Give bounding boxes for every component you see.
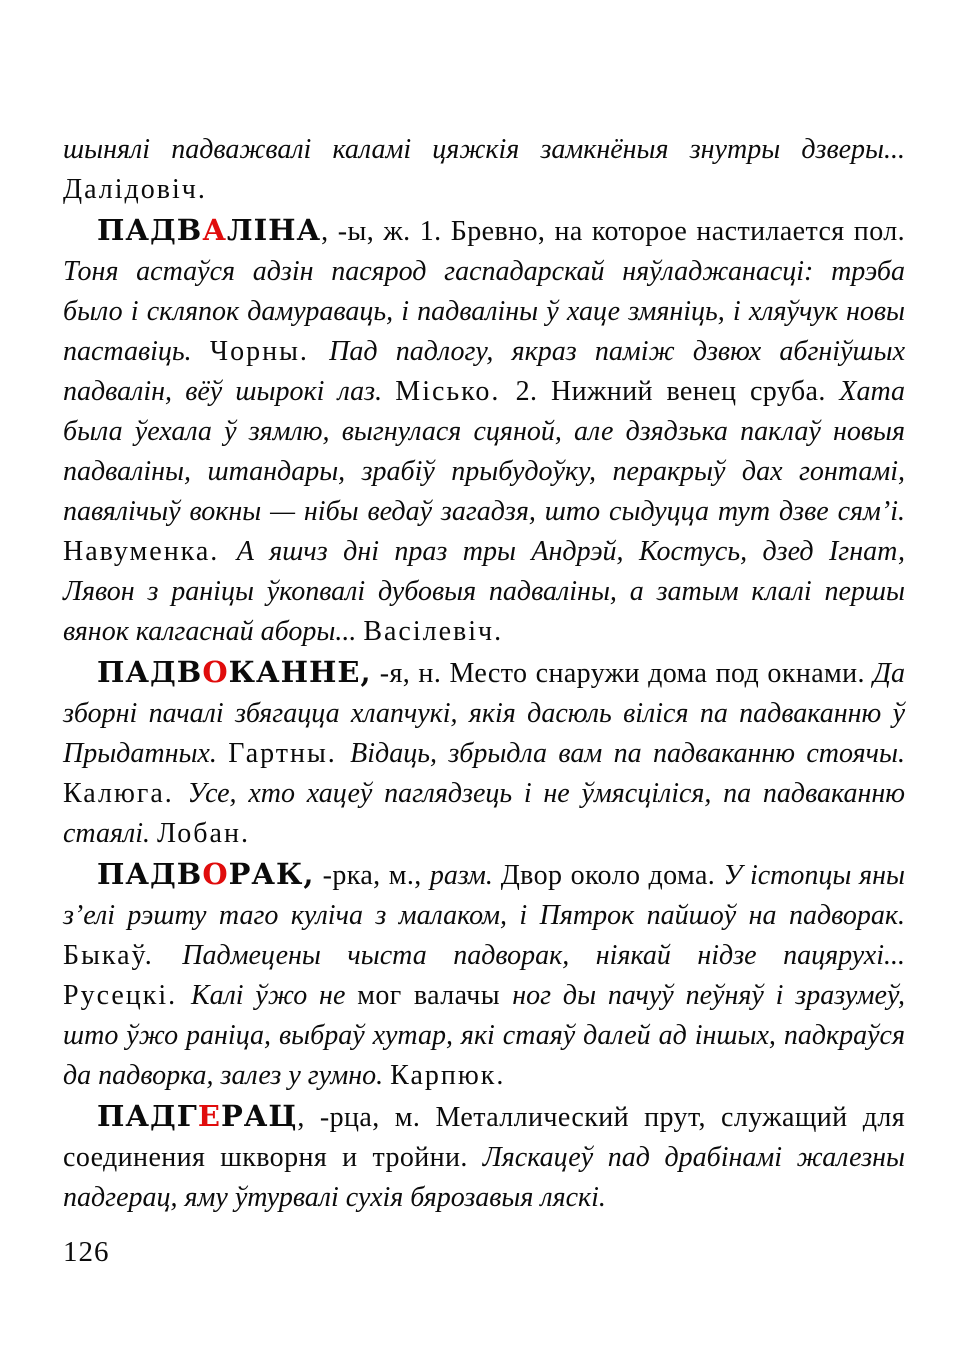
quote-text: Да зборні пачалі збягацца хлапчукі, якія дасюль віліся па падваканню ў Прыдатных.	[63, 658, 905, 769]
definition-text: , -рца, м. Металлический прут, служащий для соединения шкворня и тройни.	[63, 1102, 905, 1173]
headword-accent-letter: О	[202, 857, 229, 891]
quote-text: Відаць, збрыдла вам па падваканню стоячы.	[350, 738, 905, 769]
quote-text: Усе, хто хацеў паглядзець і не ўмясціліся, па падваканню стаялі.	[63, 778, 905, 849]
quote-text: разм.	[429, 860, 501, 891]
entry-padvokanne	[63, 652, 905, 854]
author-name: Далідовіч.	[63, 174, 207, 205]
author-name: Чорны.	[209, 336, 330, 367]
quote-text: Калі ўжо не	[191, 980, 358, 1011]
author-name: Русецкі.	[63, 980, 191, 1011]
headword: ПАДВ	[97, 655, 203, 689]
headword: РАЦ	[220, 1099, 298, 1133]
definition-text: Двор около дома.	[500, 860, 724, 891]
author-name: Васілевіч.	[363, 616, 504, 647]
entry-padgerats	[63, 1096, 905, 1218]
author-name: Місько.	[395, 376, 516, 407]
headword: ЛІНА	[226, 213, 322, 247]
quote-text: Хата была ўехала ў зямлю, выгнулася сцяной, але дзядзька паклаў новыя падваліны, штандары, зрабіў прыбудоўку, перакрыў дах гонтамі, павялічыў вокны — нібы ведаў загадзя, што сыдуцца тут дзве сям’і.	[63, 376, 906, 527]
entry-padvorak	[63, 854, 905, 1096]
headword: ПАДГ	[97, 1099, 198, 1133]
definition-text: -я, н. Место снаружи дома под окнами.	[371, 658, 874, 689]
page-number: 126	[63, 1236, 110, 1268]
headword-accent-letter: А	[202, 213, 227, 247]
headword: КАННЕ,	[228, 655, 372, 689]
quote-text: ног ды пачуў пеўняў і зразумеў, што ўжо раніца, выбраў хутар, які стаяў далей ад іншых, падкраўся да падворка, залез у гумно.	[63, 980, 905, 1091]
definition-text: 2. Нижний венец сруба.	[515, 376, 840, 407]
entry-padvalina	[63, 210, 905, 652]
author-name: Карпюк.	[390, 1060, 506, 1091]
headword: РАК,	[228, 857, 315, 891]
definition-text: мог валачы	[357, 980, 513, 1011]
author-name: Калюга.	[63, 778, 188, 809]
quote-text: шынялі падважвалі каламі цяжкія замкнёныя знутры дзверы...	[63, 134, 905, 165]
headword-accent-letter: Е	[197, 1099, 221, 1133]
definition-text: , -ы, ж. 1. Бревно, на которое настилается пол.	[321, 216, 905, 247]
author-name: Гартны.	[228, 738, 351, 769]
headword: ПАДВ	[97, 857, 203, 891]
quote-text: Пад падлогу, якраз паміж дзвюх абгніўшых падвалін, вёў шырокі лаз.	[63, 336, 905, 407]
quote-text: Ляскацеў пад драбінамі жалезны падгерац, яму ўтурвалі сухія бярозавыя ляскі.	[63, 1142, 905, 1213]
quote-text: А яшчз дні праз тры Андрэй, Костусь, дзед Ігнат, Лявон з раніцы ўкопвалі дубовыя падваліны, а затым клалі першы вянок калгаснай аборы...	[63, 536, 906, 647]
quote-text: Падмецены чыста падворак, ніякай нідзе пацярухі...	[182, 940, 905, 971]
author-name: Навуменка.	[63, 536, 237, 567]
continuation-paragraph	[63, 130, 905, 210]
definition-text: -рка, м.,	[314, 860, 430, 891]
page-text	[63, 130, 905, 1218]
quote-text: Тоня астаўся адзін пасярод гаспадарскай няўладжанасці: трэба было і скляпок дамураваць, і падваліны ў хаце змяніць, і хляўчук новы паставіць.	[63, 256, 905, 367]
quote-text: У істопцы яны з’елі рэшту таго куліча з малаком, і Пятрок пайшоў на падворак.	[63, 860, 905, 931]
author-name: Быкаў.	[63, 940, 183, 971]
headword-accent-letter: О	[202, 655, 229, 689]
author-name: Лобан.	[157, 818, 250, 849]
headword: ПАДВ	[97, 213, 203, 247]
